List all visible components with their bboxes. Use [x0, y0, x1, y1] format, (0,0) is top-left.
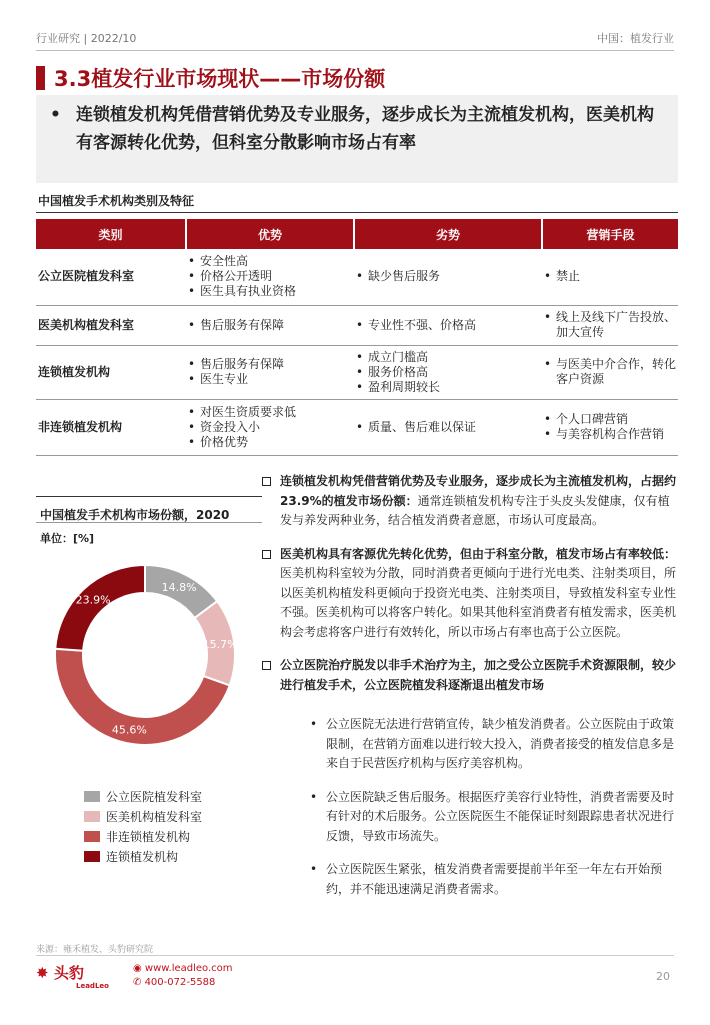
list-item: • 与美容机构合作营销: [542, 427, 678, 442]
row-marketing: [542, 399, 678, 455]
legend-label: 非连锁植发机构: [106, 829, 191, 844]
list-item: • 价格公开透明: [186, 269, 354, 284]
donut-data-label: 14.8%: [161, 581, 197, 595]
leadleo-logo: [36, 962, 84, 983]
logo-text: 头豹: [53, 964, 84, 982]
table-title: 中国植发手术机构类别及特征: [38, 194, 195, 208]
page-title: 3.3植发行业市场现状——市场份额: [54, 67, 386, 91]
sub-point-text: 公立医院缺乏售后服务。根据医疗美容行业特性，消费者需要及时有针对的术后服务。公立医院医生不能保证时刻跟踪患者状况进行反馈，导致市场流失。: [326, 789, 675, 843]
row-marketing: [542, 345, 678, 399]
sub-point: [262, 860, 680, 899]
paragraph-heading: 医美机构具有客源优先转化优势，但由于科室分散，植发市场占有率较低：: [280, 546, 677, 561]
legend-item: [84, 786, 202, 806]
row-marketing: [542, 249, 678, 305]
phone-text: 400-072-5588: [144, 977, 216, 988]
bullet-dot: •: [310, 717, 318, 731]
list-item: • 对医生资质要求低: [186, 405, 354, 420]
legend-label: 医美机构植发科室: [106, 809, 203, 824]
paragraph-heading: 公立医院治疗脱发以非手术治疗为主，加之受公立医院手术资源限制，较少进行植发手术，公立医院植发科逐渐退出植发市场: [280, 658, 677, 692]
list-item: • 线上及线下广告投放、加大宣传: [542, 310, 678, 340]
paragraph-body: 通常连锁植发机构专注于头皮头发健康，仅有植发与养发两种业务，结合植发消费者意愿，市场认可度最高。: [280, 493, 670, 527]
chart-legend: [84, 786, 202, 866]
chart-title-divider: [36, 522, 262, 523]
row-category: 连锁植发机构: [36, 345, 186, 399]
header-left: 行业研究 | 2022/10: [36, 32, 137, 45]
chart-top-divider: [36, 496, 262, 497]
sub-point-text: 公立医院无法进行营销宣传，缺少植发消费者。公立医院由于政策限制，在营销方面难以进行较大投入，消费者接受的植发信息多是来自于民营医疗机构与医疗美容机构。: [326, 717, 675, 770]
donut-data-label: 23.9%: [75, 593, 111, 607]
footer-divider: [36, 955, 674, 956]
title-accent-bar: [36, 66, 45, 90]
sub-point: [262, 715, 680, 774]
row-advantages: [186, 249, 354, 305]
analysis-paragraph-1: [262, 472, 680, 531]
page-number: 20: [656, 970, 670, 983]
summary-bullet: •: [50, 105, 61, 125]
table-header-category: 类别: [36, 219, 186, 249]
website-text: www.leadleo.com: [144, 963, 233, 974]
row-disadvantages: [354, 345, 542, 399]
analysis-text: [262, 472, 680, 913]
row-advantages: [186, 345, 354, 399]
analysis-paragraph-2: [262, 545, 680, 643]
legend-swatch: [84, 851, 100, 862]
table-row: [36, 399, 678, 455]
phone-number: ✆ 400-072-5588: [133, 977, 216, 988]
row-marketing: [542, 305, 678, 345]
list-item: • 禁止: [542, 269, 678, 284]
legend-item: [84, 826, 202, 846]
paragraph-heading: 连锁植发机构凭借营销优势及专业服务，逐步成长为主流植发机构，占据约23.9%的植发市场份额：: [280, 474, 677, 508]
row-category: 医美机构植发科室: [36, 305, 186, 345]
row-disadvantages: [354, 249, 542, 305]
bullet-dot: •: [310, 789, 318, 804]
list-item: • 售后服务有保障: [186, 318, 354, 333]
legend-item: [84, 806, 202, 826]
website-link[interactable]: ◉ www.leadleo.com: [133, 963, 233, 974]
donut-slice-4: [55, 565, 145, 651]
bullet-dot: •: [310, 862, 318, 876]
summary-text: 连锁植发机构凭借营销优势及专业服务，逐步成长为主流植发机构，医美机构有客源转化优势，但科室分散影响市场占有率: [76, 105, 654, 153]
list-item: • 个人口碑营销: [542, 412, 678, 427]
legend-swatch: [84, 791, 100, 802]
list-item: • 与医美中介合作，转化客户资源: [542, 357, 678, 387]
logo-subtext: LeadLeo: [76, 982, 109, 990]
list-item: • 售后服务有保障: [186, 357, 354, 372]
sub-point-text: 公立医院医生紧张，植发消费者需要提前半年至一年左右开始预约，并不能迅速满足消费者需求。: [326, 862, 663, 896]
row-disadvantages: [354, 399, 542, 455]
list-item: • 资金投入小: [186, 420, 354, 435]
donut-data-label: 15.7%: [202, 637, 238, 651]
paragraph-body: 医美机构科室较为分散，同时消费者更倾向于进行光电类、注射类项目，所以医美机构植发科更倾向于投资光电类、注射类项目，导致植发科室专业性不强。医美机构可以将客户转化。如果其他科室消费者有植发需求，医美机构会考虑将客户进行有效转化，所以市场占有率也高于公立医院。: [280, 566, 677, 639]
row-category: 非连锁植发机构: [36, 399, 186, 455]
sub-point: [262, 788, 680, 847]
table-row: [36, 305, 678, 345]
summary-box: [36, 95, 678, 183]
list-item: • 质量、售后难以保证: [354, 420, 542, 435]
checkbox-bullet-icon: [262, 477, 271, 486]
logo-mark-icon: ✸: [36, 964, 49, 982]
legend-label: 连锁植发机构: [106, 849, 179, 864]
table-header-disadvantage: 劣势: [354, 219, 542, 249]
institution-table: [36, 219, 678, 456]
source-note: 来源：雍禾植发、头豹研究院: [36, 945, 154, 955]
header-divider: [36, 50, 674, 51]
list-item: • 服务价格高: [354, 365, 542, 380]
checkbox-bullet-icon: [262, 550, 271, 559]
chart-unit: 单位：[%]: [40, 532, 95, 545]
list-item: • 价格优势: [186, 435, 354, 450]
list-item: • 成立门槛高: [354, 350, 542, 365]
list-item: • 医生具有执业资格: [186, 284, 354, 299]
header-right: 中国：植发行业: [597, 32, 674, 45]
list-item: • 盈利周期较长: [354, 380, 542, 395]
list-item: • 缺少售后服务: [354, 269, 542, 284]
table-header-advantage: 优势: [186, 219, 354, 249]
table-header-marketing: 营销手段: [542, 219, 678, 249]
table-row: [36, 249, 678, 305]
list-item: • 安全性高: [186, 254, 354, 269]
donut-data-label: 45.6%: [111, 723, 147, 737]
checkbox-bullet-icon: [262, 661, 271, 670]
table-row: [36, 345, 678, 399]
row-advantages: [186, 399, 354, 455]
row-category: 公立医院植发科室: [36, 249, 186, 305]
legend-swatch: [84, 811, 100, 822]
legend-item: [84, 846, 202, 866]
row-advantages: [186, 305, 354, 345]
donut-chart: [50, 560, 240, 750]
list-item: • 专业性不强、价格高: [354, 318, 542, 333]
chart-title: 中国植发手术机构市场份额，2020: [40, 508, 230, 522]
analysis-paragraph-3: [262, 656, 680, 695]
table-title-divider: [36, 212, 678, 213]
list-item: • 医生专业: [186, 372, 354, 387]
legend-label: 公立医院植发科室: [106, 789, 203, 804]
legend-swatch: [84, 831, 100, 842]
row-disadvantages: [354, 305, 542, 345]
